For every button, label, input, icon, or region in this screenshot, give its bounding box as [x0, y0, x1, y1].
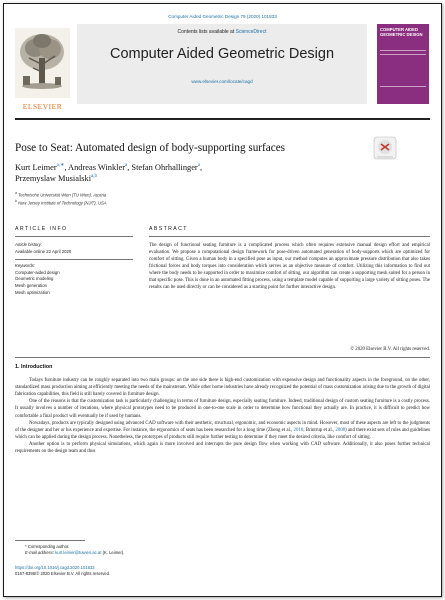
author[interactable]: Kurt Leimer$^{a,∗}$,	[15, 163, 69, 172]
keywords-label: Keywords:	[15, 262, 36, 268]
body-paragraph: Nowadays, products are typically designed using advanced CAD software with their aesthetic, structural, ergonomic, and economic aspects in mind. However, most of these aspects are left to the judgments of the designer and her or his experience and expertise. For instance, the ergonomics of seats has been researched for a long time (Zheng et al., 2016; Brintrup et al., 2008) and there exist sets of rules and guidelines which can be applied during the design process. Nonetheless, the prototypes of products still require further testing to determine if they meet the desired criteria, like comfort of sitting.	[15, 420, 430, 440]
keyword: Mesh optimization	[15, 289, 50, 295]
cover-divider	[380, 86, 426, 87]
citation-link[interactable]: 2008	[335, 427, 346, 433]
history-label: Article history:	[15, 242, 42, 247]
cover-divider	[380, 50, 426, 51]
publisher-wordmark: ELSEVIER	[22, 102, 63, 111]
masthead	[15, 24, 430, 111]
abstract-heading: ABSTRACT	[149, 226, 188, 232]
footnotes	[15, 544, 430, 577]
footnote-email: E-mail address: kurt.leimer@tuwien.ac.at (K. Leimer).	[25, 550, 125, 556]
running-head[interactable]: Computer Aided Geometric Design 79 (2020) 101833	[168, 14, 277, 19]
author[interactable]: Stefan Ohrhallinger$^a$,	[131, 163, 203, 172]
email-link[interactable]: kurt.leimer@tuwien.ac.at	[55, 550, 102, 556]
section-heading: 1. Introduction	[15, 364, 53, 370]
article-page	[15, 14, 430, 586]
journal-cover-thumbnail	[377, 24, 429, 104]
issn-line: 0167-8396/© 2020 Elsevier B.V. All rights reserved.	[15, 570, 111, 576]
article-info-heading: ARTICLE INFO	[15, 226, 68, 232]
journal-title: Computer Aided Geometric Design	[109, 46, 335, 62]
masthead-banner	[77, 24, 367, 104]
article-title: Pose to Seat: Automated design of body-supporting surfaces	[15, 142, 286, 154]
document-frame	[3, 3, 442, 597]
body-paragraph: Todays furniture industry can be roughly separated into two main groups: on the one side there is high-end customization with expensive design and functionality aspects in the foreground, on the other, standardized mass production aiming at efficiently meeting the needs of the mainstream. While other home industries have already recognized the potential of mass customization arising due to the growth of digital fabrication capabilities, this field is still barely covered in furniture design.	[15, 378, 430, 398]
info-divider	[15, 259, 133, 260]
contents-prefix: Contents lists available at	[177, 29, 236, 35]
affiliations	[15, 191, 315, 206]
keyword: Geometric modeling	[15, 276, 54, 282]
journal-homepage-link[interactable]: www.elsevier.com/locate/cagd	[191, 79, 253, 84]
article-info-panel	[15, 242, 133, 296]
footnote-rule	[15, 540, 85, 541]
author[interactable]: Andreas Winkler$^a$,	[68, 163, 132, 172]
abstract-text: The design of functional seating furniture is a complicated process which often requires extensive manual design effort and empirical evaluation. We propose a computational design framework for pose-driven automated generation of body-supports which are optimized for comfort of sitting. Given a human body in a specified pose as input, our method computes an approximate pressure distribution that also takes frictional forces and body torques into consideration which serves as an objective measure of comfort. Utilizing this information to find out where the body needs to be supported in order to maximize comfort of sitting, our algorithm can create a supporting mesh suited for a person in that specific pose. This is done in an automated fitting process, using a template model capable of supporting a large variety of sitting poses. The results can be used directly or can be considered as a starting point for further interactive design.	[149, 243, 430, 291]
body-paragraph: One of the reasons is that the customization task is particularly challenging in terms of furniture design, especially seating furniture. Indeed, traditional design of custom seating furniture is a costly process. It usually involves a number of iterations, where physical prototypes need to be produced in one-to-one scale in order to determine how functional they actually are. In practice, it is difficult to predict how comfortable a final product will eventually be if used by humans.	[15, 399, 430, 419]
history-value: Available online 22 April 2020	[15, 248, 72, 254]
keyword: Computer-aided design	[15, 269, 60, 275]
body-paragraph: Another option is to perform physical simulations, which again is more involved and interrupts the pure design flow when working with CAD software. Additionally, it also poses further technical requirements on the design team and thus	[15, 441, 430, 455]
introduction-body	[15, 377, 430, 455]
front-matter-rule	[15, 357, 430, 358]
affiliation: $^b$ New Jersey Institute of Technology (NJIT), USA	[15, 198, 107, 206]
author-list	[15, 162, 315, 185]
doi-link[interactable]: https://doi.org/10.1016/j.cagd.2020.101833	[15, 564, 95, 570]
sciencedirect-link[interactable]: ScienceDirect	[235, 29, 267, 35]
cover-title: COMPUTER AIDED GEOMETRIC DESIGN	[380, 27, 423, 37]
affiliation: $^a$ Technische Universität Wien (TU Wien), Austria	[15, 191, 107, 198]
contents-line	[77, 29, 367, 35]
abstract-copyright: © 2020 Elsevier B.V. All rights reserved.	[350, 347, 430, 352]
journal-homepage	[77, 79, 367, 84]
article-info-rule	[15, 236, 133, 237]
crossmark-icon[interactable]	[373, 136, 397, 162]
elsevier-tree-logo	[15, 28, 70, 98]
cover-divider	[380, 54, 426, 55]
masthead-rule	[15, 118, 430, 120]
citation-link[interactable]: 2016	[293, 427, 304, 433]
author[interactable]: Przemyslaw Musialski$^{a,b}$	[15, 174, 98, 184]
abstract-rule	[149, 236, 430, 237]
keyword: Mesh generation	[15, 282, 48, 288]
footnote-corresponding: * Corresponding author.	[25, 544, 70, 549]
